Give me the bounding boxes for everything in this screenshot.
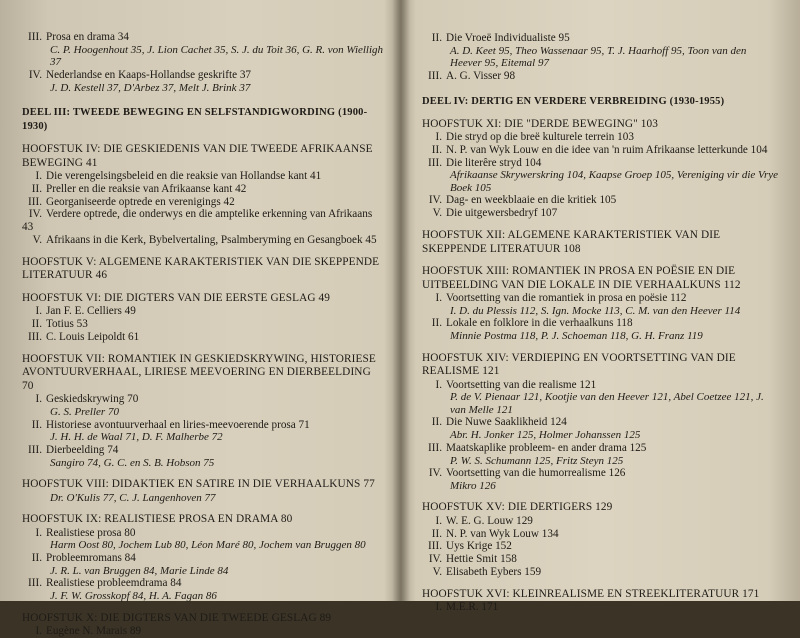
author-list: Abr. H. Jonker 125, Holmer Johanssen 125 xyxy=(450,429,641,442)
entry-number: IV. xyxy=(428,194,442,207)
entry-number: III. xyxy=(28,31,42,43)
entry-number: I. xyxy=(35,625,42,638)
entry-number: I. xyxy=(435,514,442,527)
author-list: J. R. L. van Bruggen 84, Marie Linde 84 xyxy=(50,564,229,577)
entry-number: II. xyxy=(431,317,442,330)
entry-number: III. xyxy=(28,330,42,343)
author-list: Mikro 126 xyxy=(450,479,496,492)
entry-number: IV. xyxy=(28,208,42,221)
entry-title: Elisabeth Eybers 159 xyxy=(446,566,542,579)
entry-title: W. E. G. Louw 129 xyxy=(446,514,533,527)
toc-entry xyxy=(22,183,384,196)
toc-entry xyxy=(422,32,780,45)
entry-title: Realistiese probleemdrama 84 xyxy=(46,577,182,590)
part-years: (1900-1930) xyxy=(22,107,368,133)
entry-number: I. xyxy=(35,393,42,406)
entry-number: V. xyxy=(432,566,442,579)
right-page xyxy=(402,0,800,614)
toc-entry xyxy=(422,553,780,566)
entry-title: Die uitgewersbedryf 107 xyxy=(446,207,558,220)
entry-title: N. P. van Wyk Louw 134 xyxy=(446,527,559,540)
chapter-heading: HOOFSTUK XV: DIE DERTIGERS 129 xyxy=(422,501,613,514)
entry-title: Preller en die reaksie van Afrikaanse kant 42 xyxy=(46,182,247,195)
entry-title: Geskiedskrywing 70 xyxy=(46,393,139,406)
toc-entry xyxy=(422,467,780,480)
entry-title: Die Vroeë Individualiste 95 xyxy=(446,32,570,44)
toc-entry xyxy=(422,528,780,541)
entry-number: II. xyxy=(31,551,42,564)
entry-number: III. xyxy=(28,443,42,456)
chapter-heading: HOOFSTUK VI: DIE DIGTERS VAN DIE EERSTE GESLAG 49 xyxy=(22,291,331,304)
entry-title: Nederlandse en Kaaps-Hollandse geskrifte 37 xyxy=(46,68,252,81)
entry-number: I. xyxy=(435,131,442,144)
entry-title: M.E.R. 171 xyxy=(446,601,499,614)
author-list: C. P. Hoogenhout 35, J. Lion Cachet 35, S. J. du Toit 36, G. R. von Wielligh 37 xyxy=(50,43,384,69)
toc-entry xyxy=(422,207,780,220)
entry-title: Realistiese prosa 80 xyxy=(46,526,136,539)
entry-number: III. xyxy=(28,195,42,208)
chapter-heading: HOOFSTUK XVI: KLEINREALISME EN STREEKLITERATUUR 171 xyxy=(422,587,760,600)
entry-title: Voortsetting van die realisme 121 xyxy=(446,378,597,391)
entry-title: Probleemromans 84 xyxy=(46,551,136,564)
chapter-heading: HOOFSTUK V: ALGEMENE KARAKTERISTIEK VAN DIE SKEPPENDE LITERATUUR 46 xyxy=(22,255,380,282)
chapter-heading: HOOFSTUK IV: DIE GESKIEDENIS VAN DIE TWEEDE AFRIKAANSE BEWEGING 41 xyxy=(22,143,373,169)
entry-title: C. Louis Leipoldt 61 xyxy=(46,330,140,343)
left-toc-column xyxy=(22,0,384,638)
author-list: J. H. H. de Waal 71, D. F. Malherbe 72 xyxy=(50,431,223,444)
entry-title: Verdere optrede, die onderwys en die amptelike erkenning van Afrikaans 43 xyxy=(22,208,373,234)
entry-title: Totius 53 xyxy=(46,318,88,331)
toc-entry xyxy=(422,317,780,330)
chapter-heading: HOOFSTUK VIII: DIDAKTIEK EN SATIRE IN DIE VERHAALKUNS 77 xyxy=(22,478,375,491)
toc-entry xyxy=(422,416,780,429)
toc-entry xyxy=(22,393,384,406)
author-list: A. D. Keet 95, Theo Wassenaar 95, T. J. Haarhoff 95, Toon van den Heever 95, Eitemal 97 xyxy=(450,44,747,70)
entry-number: III. xyxy=(28,577,42,590)
toc-entry xyxy=(422,566,780,579)
toc-entry xyxy=(22,31,384,44)
author-list: I. D. du Plessis 112, S. Ign. Mocke 113, C. M. van den Heever 114 xyxy=(450,304,741,317)
toc-entry xyxy=(422,194,780,207)
toc-entry xyxy=(422,442,780,455)
chapter-heading: HOOFSTUK XIII: ROMANTIEK IN PROSA EN POËSIE EN DIE UITBEELDING VAN DIE LOKALE IN DIE VERHAALKUNS 112 xyxy=(422,265,741,291)
toc-entry xyxy=(22,444,384,457)
toc-entry xyxy=(22,196,384,209)
author-list: J. D. Kestell 37, D'Arbez 37, Melt J. Brink 37 xyxy=(50,81,251,94)
entry-title: Jan F. E. Celliers 49 xyxy=(46,305,136,318)
entry-number: I. xyxy=(435,292,442,305)
entry-number: III. xyxy=(428,69,442,82)
author-list: Afrikaanse Skrywerskring 104, Kaapse Groep 105, Vereniging vir die Vrye Boek 105 xyxy=(450,169,779,194)
entry-number: II. xyxy=(31,418,42,431)
toc-entry xyxy=(22,419,384,432)
right-toc-column xyxy=(422,0,780,614)
entry-number: IV. xyxy=(428,467,442,480)
toc-entry xyxy=(422,515,780,528)
entry-number: II. xyxy=(31,318,42,331)
toc-entry xyxy=(22,170,384,183)
author-list: J. F. W. Grosskopf 84, H. A. Fagan 86 xyxy=(50,590,217,603)
entry-number: I. xyxy=(35,170,42,183)
toc-entry xyxy=(22,625,384,638)
toc-entry xyxy=(22,577,384,590)
toc-entry xyxy=(422,292,780,305)
entry-title: A. G. Visser 98 xyxy=(446,69,516,82)
entry-number: V. xyxy=(432,207,442,220)
author-list: Harm Oost 80, Jochem Lub 80, Léon Maré 80, Jochem van Bruggen 80 xyxy=(50,539,366,552)
entry-number: I. xyxy=(435,601,442,614)
entry-number: I. xyxy=(35,305,42,318)
entry-title: Afrikaans in die Kerk, Bybelvertaling, Psalmberyming en Gesangboek 45 xyxy=(46,234,377,247)
author-list: Sangiro 74, G. C. en S. B. Hobson 75 xyxy=(50,456,215,469)
entry-title: Hettie Smit 158 xyxy=(446,553,517,566)
entry-number: I. xyxy=(435,378,442,391)
chapter-heading: HOOFSTUK XIV: VERDIEPING EN VOORTSETTING VAN DIE REALISME 121 xyxy=(422,351,736,378)
entry-title: Eugène N. Marais 89 xyxy=(46,625,142,638)
entry-title: Dag- en weekblaaie en die kritiek 105 xyxy=(446,194,617,207)
toc-entry xyxy=(422,70,780,83)
part-title: DEEL IV: DERTIG EN VERDERE VERBREIDING xyxy=(422,95,667,107)
entry-number: II. xyxy=(431,527,442,540)
entry-title: Voortsetting van die humorrealisme 126 xyxy=(446,467,626,480)
chapter-heading: HOOFSTUK XII: ALGEMENE KARAKTERISTIEK VAN DIE SKEPPENDE LITERATUUR 108 xyxy=(422,229,721,255)
entry-title: Die literêre stryd 104 xyxy=(446,156,542,169)
entry-title: N. P. van Wyk Louw en die idee van 'n ruim Afrikaanse letterkunde 104 xyxy=(446,143,768,156)
toc-entry xyxy=(422,131,780,144)
toc-entry xyxy=(422,540,780,553)
entry-title: Historiese avontuurverhaal en liries-meevoerende prosa 71 xyxy=(46,418,310,431)
part-heading xyxy=(22,106,384,134)
entry-title: Die stryd op die breë kulturele terrein 103 xyxy=(446,131,634,144)
entry-title: Die Nuwe Saaklikheid 124 xyxy=(446,416,567,429)
entry-number: II. xyxy=(31,182,42,195)
toc-entry xyxy=(422,601,780,614)
toc-entry xyxy=(22,331,384,344)
author-list: P. W. S. Schumann 125, Fritz Steyn 125 xyxy=(450,454,624,467)
entry-title: Maatskaplike probleem- en ander drama 125 xyxy=(446,441,647,454)
toc-entry xyxy=(422,157,780,170)
entry-number: III. xyxy=(428,156,442,169)
entry-title: Prosa en drama 34 xyxy=(46,31,129,43)
part-title: DEEL III: TWEEDE BEWEGING EN SELFSTANDIGWORDING xyxy=(22,107,336,119)
entry-title: Lokale en folklore in die verhaalkuns 118 xyxy=(446,317,633,330)
toc-entry xyxy=(22,234,384,247)
chapter-heading: HOOFSTUK IX: REALISTIESE PROSA EN DRAMA 80 xyxy=(22,513,293,526)
entry-title: Uys Krige 152 xyxy=(446,540,512,553)
author-list: P. de V. Pienaar 121, Kootjie van den Heever 121, Abel Coetzee 121, J. van Melle 121 xyxy=(450,391,764,416)
entry-number: III. xyxy=(428,441,442,454)
toc-entry xyxy=(22,527,384,540)
toc-entry xyxy=(22,69,384,82)
chapter-heading: HOOFSTUK XI: DIE "DERDE BEWEGING" 103 xyxy=(422,117,659,130)
author-list: Minnie Postma 118, P. J. Schoeman 118, G. H. Franz 119 xyxy=(450,330,703,343)
entry-title: Dierbeelding 74 xyxy=(46,443,119,456)
entry-number: II. xyxy=(431,143,442,156)
entry-title: Georganiseerde optrede en verenigings 42 xyxy=(46,195,235,208)
author-list: Dr. O'Kulis 77, C. J. Langenhoven 77 xyxy=(50,491,216,504)
part-years: (1930-1955) xyxy=(669,95,725,107)
entry-title: Voortsetting van die romantiek in prosa en poësie 112 xyxy=(446,292,687,305)
toc-entry xyxy=(422,379,780,392)
author-list: G. S. Preller 70 xyxy=(50,406,119,419)
toc-entry xyxy=(422,144,780,157)
entry-number: II. xyxy=(431,416,442,429)
chapter-heading: HOOFSTUK X: DIE DIGTERS VAN DIE TWEEDE GESLAG 89 xyxy=(22,611,332,624)
toc-entry xyxy=(22,318,384,331)
part-heading xyxy=(422,95,780,109)
entry-number: IV. xyxy=(428,553,442,566)
entry-number: II. xyxy=(431,32,442,44)
entry-title: Die verengelsingsbeleid en die reaksie van Hollandse kant 41 xyxy=(46,170,322,183)
toc-entry xyxy=(22,305,384,318)
entry-number: V. xyxy=(32,234,42,247)
chapter-heading: HOOFSTUK VII: ROMANTIEK IN GESKIEDSKRYWING, HISTORIESE AVONTUURVERHAAL, LIRIESE MEEVOERING EN DIERBEELDING 70 xyxy=(22,352,376,392)
entry-number: III. xyxy=(428,540,442,553)
toc-entry xyxy=(22,208,384,234)
entry-number: IV. xyxy=(28,68,42,81)
entry-number: I. xyxy=(35,526,42,539)
toc-entry xyxy=(22,552,384,565)
